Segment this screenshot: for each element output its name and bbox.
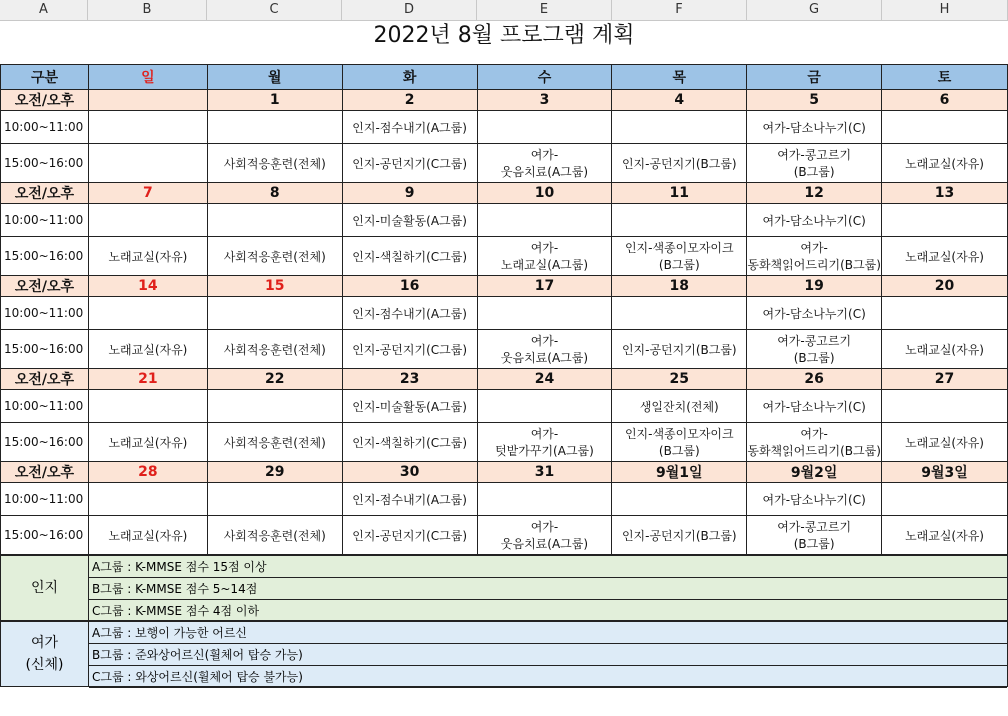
date-cell[interactable]: 31 bbox=[477, 462, 612, 483]
date-cell[interactable]: 8 bbox=[207, 183, 342, 204]
header-day[interactable]: 화 bbox=[342, 65, 477, 90]
program-cell[interactable] bbox=[882, 111, 1008, 144]
program-cell[interactable]: 여가- 웃음치료(A그룹) bbox=[477, 144, 612, 183]
header-day[interactable]: 수 bbox=[477, 65, 612, 90]
date-cell[interactable]: 19 bbox=[747, 276, 882, 297]
program-cell[interactable]: 노래교실(자유) bbox=[882, 237, 1008, 276]
legend-group-name[interactable]: 여가 (신체) bbox=[1, 622, 89, 686]
date-cell[interactable]: 3 bbox=[477, 90, 612, 111]
page-title: 2022년 8월 프로그램 계획 bbox=[373, 23, 635, 48]
program-cell[interactable] bbox=[477, 390, 612, 423]
header-day[interactable]: 월 bbox=[207, 65, 342, 90]
program-cell[interactable]: 사회적응훈련(전체) bbox=[207, 144, 342, 183]
program-cell[interactable]: 여가-콩고르기 (B그룹) bbox=[747, 330, 882, 369]
date-row-label[interactable]: 오전/오후 bbox=[1, 369, 89, 390]
date-cell[interactable]: 29 bbox=[207, 462, 342, 483]
program-cell[interactable] bbox=[477, 297, 612, 330]
date-cell[interactable]: 9월1일 bbox=[612, 462, 747, 483]
program-cell[interactable]: 여가-담소나누기(C) bbox=[747, 204, 882, 237]
program-cell[interactable]: 인지-공던지기(B그룹) bbox=[612, 516, 747, 555]
program-cell[interactable]: 인지-점수내기(A그룹) bbox=[342, 297, 477, 330]
program-cell[interactable] bbox=[882, 204, 1008, 237]
column-header-f[interactable]: F bbox=[612, 0, 747, 20]
program-cell[interactable]: 인지-색칠하기(C그룹) bbox=[342, 423, 477, 462]
date-cell[interactable]: 10 bbox=[477, 183, 612, 204]
date-cell[interactable]: 26 bbox=[747, 369, 882, 390]
legend-row[interactable]: A그룹 : 보행이 가능한 어르신 bbox=[89, 622, 1007, 644]
date-row-label[interactable]: 오전/오후 bbox=[1, 276, 89, 297]
time-slot-am[interactable]: 10:00~11:00 bbox=[1, 390, 89, 423]
program-cell[interactable]: 인지-색종이모자이크 (B그룹) bbox=[612, 423, 747, 462]
date-cell[interactable]: 13 bbox=[882, 183, 1008, 204]
program-cell[interactable]: 노래교실(자유) bbox=[88, 516, 207, 555]
date-cell[interactable]: 12 bbox=[747, 183, 882, 204]
date-cell[interactable]: 7 bbox=[88, 183, 207, 204]
column-header-e[interactable]: E bbox=[477, 0, 612, 20]
program-cell[interactable]: 노래교실(자유) bbox=[882, 144, 1008, 183]
column-header-b[interactable]: B bbox=[88, 0, 207, 20]
date-cell[interactable]: 22 bbox=[207, 369, 342, 390]
time-slot-pm[interactable]: 15:00~16:00 bbox=[1, 423, 89, 462]
program-cell[interactable] bbox=[88, 111, 207, 144]
program-cell[interactable]: 사회적응훈련(전체) bbox=[207, 237, 342, 276]
time-slot-pm[interactable]: 15:00~16:00 bbox=[1, 330, 89, 369]
program-cell[interactable] bbox=[207, 297, 342, 330]
empty-row bbox=[0, 52, 1008, 64]
program-cell[interactable]: 노래교실(자유) bbox=[88, 423, 207, 462]
time-slot-pm[interactable]: 15:00~16:00 bbox=[1, 516, 89, 555]
program-cell[interactable] bbox=[882, 390, 1008, 423]
column-header-d[interactable]: D bbox=[342, 0, 477, 20]
date-cell[interactable]: 14 bbox=[88, 276, 207, 297]
date-cell[interactable]: 6 bbox=[882, 90, 1008, 111]
column-header-bar bbox=[0, 0, 1008, 21]
program-cell[interactable]: 여가-콩고르기 (B그룹) bbox=[747, 144, 882, 183]
program-cell[interactable] bbox=[612, 204, 747, 237]
program-cell[interactable]: 인지-공던지기(C그룹) bbox=[342, 144, 477, 183]
program-cell[interactable]: 여가- 웃음치료(A그룹) bbox=[477, 330, 612, 369]
date-row-label[interactable]: 오전/오후 bbox=[1, 462, 89, 483]
program-cell[interactable] bbox=[88, 144, 207, 183]
program-cell[interactable]: 인지-공던지기(C그룹) bbox=[342, 516, 477, 555]
program-cell[interactable] bbox=[88, 204, 207, 237]
legend-row[interactable]: C그룹 : K-MMSE 점수 4점 이하 bbox=[89, 600, 1007, 622]
program-cell[interactable]: 여가-담소나누기(C) bbox=[747, 297, 882, 330]
program-cell[interactable]: 생일잔치(전체) bbox=[612, 390, 747, 423]
date-cell[interactable]: 11 bbox=[612, 183, 747, 204]
header-day[interactable]: 토 bbox=[882, 65, 1008, 90]
program-cell[interactable] bbox=[88, 483, 207, 516]
date-cell[interactable]: 28 bbox=[88, 462, 207, 483]
program-cell[interactable]: 인지-공던지기(C그룹) bbox=[342, 330, 477, 369]
time-slot-pm[interactable]: 15:00~16:00 bbox=[1, 144, 89, 183]
date-cell[interactable]: 18 bbox=[612, 276, 747, 297]
time-slot-am[interactable]: 10:00~11:00 bbox=[1, 483, 89, 516]
legend-group-name[interactable]: 인지 bbox=[1, 556, 89, 620]
program-cell[interactable]: 노래교실(자유) bbox=[882, 330, 1008, 369]
program-cell[interactable]: 사회적응훈련(전체) bbox=[207, 516, 342, 555]
program-cell[interactable]: 인지-미술활동(A그룹) bbox=[342, 204, 477, 237]
time-slot-pm[interactable]: 15:00~16:00 bbox=[1, 237, 89, 276]
program-cell[interactable] bbox=[477, 111, 612, 144]
date-cell[interactable]: 20 bbox=[882, 276, 1008, 297]
date-cell[interactable]: 1 bbox=[207, 90, 342, 111]
legend-row[interactable]: B그룹 : 준와상어르신(휠체어 탑승 가능) bbox=[89, 644, 1007, 666]
date-cell[interactable]: 23 bbox=[342, 369, 477, 390]
program-cell[interactable]: 노래교실(자유) bbox=[882, 423, 1008, 462]
date-cell[interactable]: 9월3일 bbox=[882, 462, 1008, 483]
program-cell[interactable] bbox=[207, 390, 342, 423]
date-cell[interactable]: 17 bbox=[477, 276, 612, 297]
date-cell[interactable]: 9월2일 bbox=[747, 462, 882, 483]
program-cell[interactable]: 인지-공던지기(B그룹) bbox=[612, 330, 747, 369]
time-slot-am[interactable]: 10:00~11:00 bbox=[1, 297, 89, 330]
program-cell[interactable]: 인지-점수내기(A그룹) bbox=[342, 111, 477, 144]
column-header-g[interactable]: G bbox=[747, 0, 882, 20]
date-cell[interactable]: 15 bbox=[207, 276, 342, 297]
program-cell[interactable] bbox=[207, 483, 342, 516]
program-cell[interactable] bbox=[88, 390, 207, 423]
program-cell[interactable] bbox=[612, 483, 747, 516]
program-cell[interactable] bbox=[207, 111, 342, 144]
legend-row[interactable]: A그룹 : K-MMSE 점수 15점 이상 bbox=[89, 556, 1007, 578]
date-cell[interactable]: 2 bbox=[342, 90, 477, 111]
program-cell[interactable] bbox=[207, 204, 342, 237]
date-row-label[interactable]: 오전/오후 bbox=[1, 183, 89, 204]
time-slot-am[interactable]: 10:00~11:00 bbox=[1, 111, 89, 144]
date-cell[interactable]: 21 bbox=[88, 369, 207, 390]
legend-row[interactable]: C그룹 : 와상어르신(휠체어 탑승 불가능) bbox=[89, 666, 1007, 688]
column-header-c[interactable]: C bbox=[207, 0, 342, 20]
program-cell[interactable]: 여가- 동화책읽어드리기(B그룹) bbox=[747, 237, 882, 276]
program-cell[interactable]: 여가- 웃음치료(A그룹) bbox=[477, 516, 612, 555]
program-cell[interactable] bbox=[882, 297, 1008, 330]
program-cell[interactable]: 노래교실(자유) bbox=[88, 330, 207, 369]
program-cell[interactable]: 인지-색칠하기(C그룹) bbox=[342, 237, 477, 276]
legend-group-1 bbox=[0, 621, 1008, 687]
program-cell[interactable] bbox=[882, 483, 1008, 516]
program-cell[interactable] bbox=[612, 111, 747, 144]
date-row-label[interactable]: 오전/오후 bbox=[1, 90, 89, 111]
date-cell[interactable]: 27 bbox=[882, 369, 1008, 390]
program-cell[interactable]: 사회적응훈련(전체) bbox=[207, 423, 342, 462]
program-cell[interactable]: 여가- 노래교실(A그룹) bbox=[477, 237, 612, 276]
header-day[interactable]: 목 bbox=[612, 65, 747, 90]
time-slot-am[interactable]: 10:00~11:00 bbox=[1, 204, 89, 237]
column-header-h[interactable]: H bbox=[882, 0, 1008, 20]
program-cell[interactable]: 인지-점수내기(A그룹) bbox=[342, 483, 477, 516]
program-cell[interactable]: 노래교실(자유) bbox=[882, 516, 1008, 555]
legend-row[interactable]: B그룹 : K-MMSE 점수 5~14점 bbox=[89, 578, 1007, 600]
header-day[interactable]: 일 bbox=[88, 65, 207, 90]
program-cell[interactable] bbox=[477, 483, 612, 516]
date-cell[interactable]: 24 bbox=[477, 369, 612, 390]
program-cell[interactable]: 인지-색종이모자이크 (B그룹) bbox=[612, 237, 747, 276]
date-cell[interactable]: 16 bbox=[342, 276, 477, 297]
program-cell[interactable]: 인지-미술활동(A그룹) bbox=[342, 390, 477, 423]
date-cell[interactable]: 30 bbox=[342, 462, 477, 483]
date-cell[interactable]: 25 bbox=[612, 369, 747, 390]
program-cell[interactable] bbox=[612, 297, 747, 330]
program-cell[interactable]: 여가-콩고르기 (B그룹) bbox=[747, 516, 882, 555]
program-cell[interactable]: 여가-담소나누기(C) bbox=[747, 483, 882, 516]
program-cell[interactable] bbox=[88, 297, 207, 330]
header-day[interactable]: 금 bbox=[747, 65, 882, 90]
date-cell[interactable]: 9 bbox=[342, 183, 477, 204]
program-calendar-table bbox=[0, 64, 1008, 555]
program-cell[interactable]: 여가-담소나누기(C) bbox=[747, 111, 882, 144]
program-cell[interactable]: 사회적응훈련(전체) bbox=[207, 330, 342, 369]
program-cell[interactable] bbox=[477, 204, 612, 237]
program-cell[interactable]: 여가- 동화책읽어드리기(B그룹) bbox=[747, 423, 882, 462]
header-category[interactable]: 구분 bbox=[1, 65, 89, 90]
program-cell[interactable]: 인지-공던지기(B그룹) bbox=[612, 144, 747, 183]
program-cell[interactable]: 여가- 텃밭가꾸기(A그룹) bbox=[477, 423, 612, 462]
date-cell[interactable] bbox=[88, 90, 207, 111]
date-cell[interactable]: 5 bbox=[747, 90, 882, 111]
program-cell[interactable]: 노래교실(자유) bbox=[88, 237, 207, 276]
legend-group-0 bbox=[0, 555, 1008, 621]
program-cell[interactable]: 여가-담소나누기(C) bbox=[747, 390, 882, 423]
column-header-a[interactable]: A bbox=[0, 0, 88, 20]
date-cell[interactable]: 4 bbox=[612, 90, 747, 111]
